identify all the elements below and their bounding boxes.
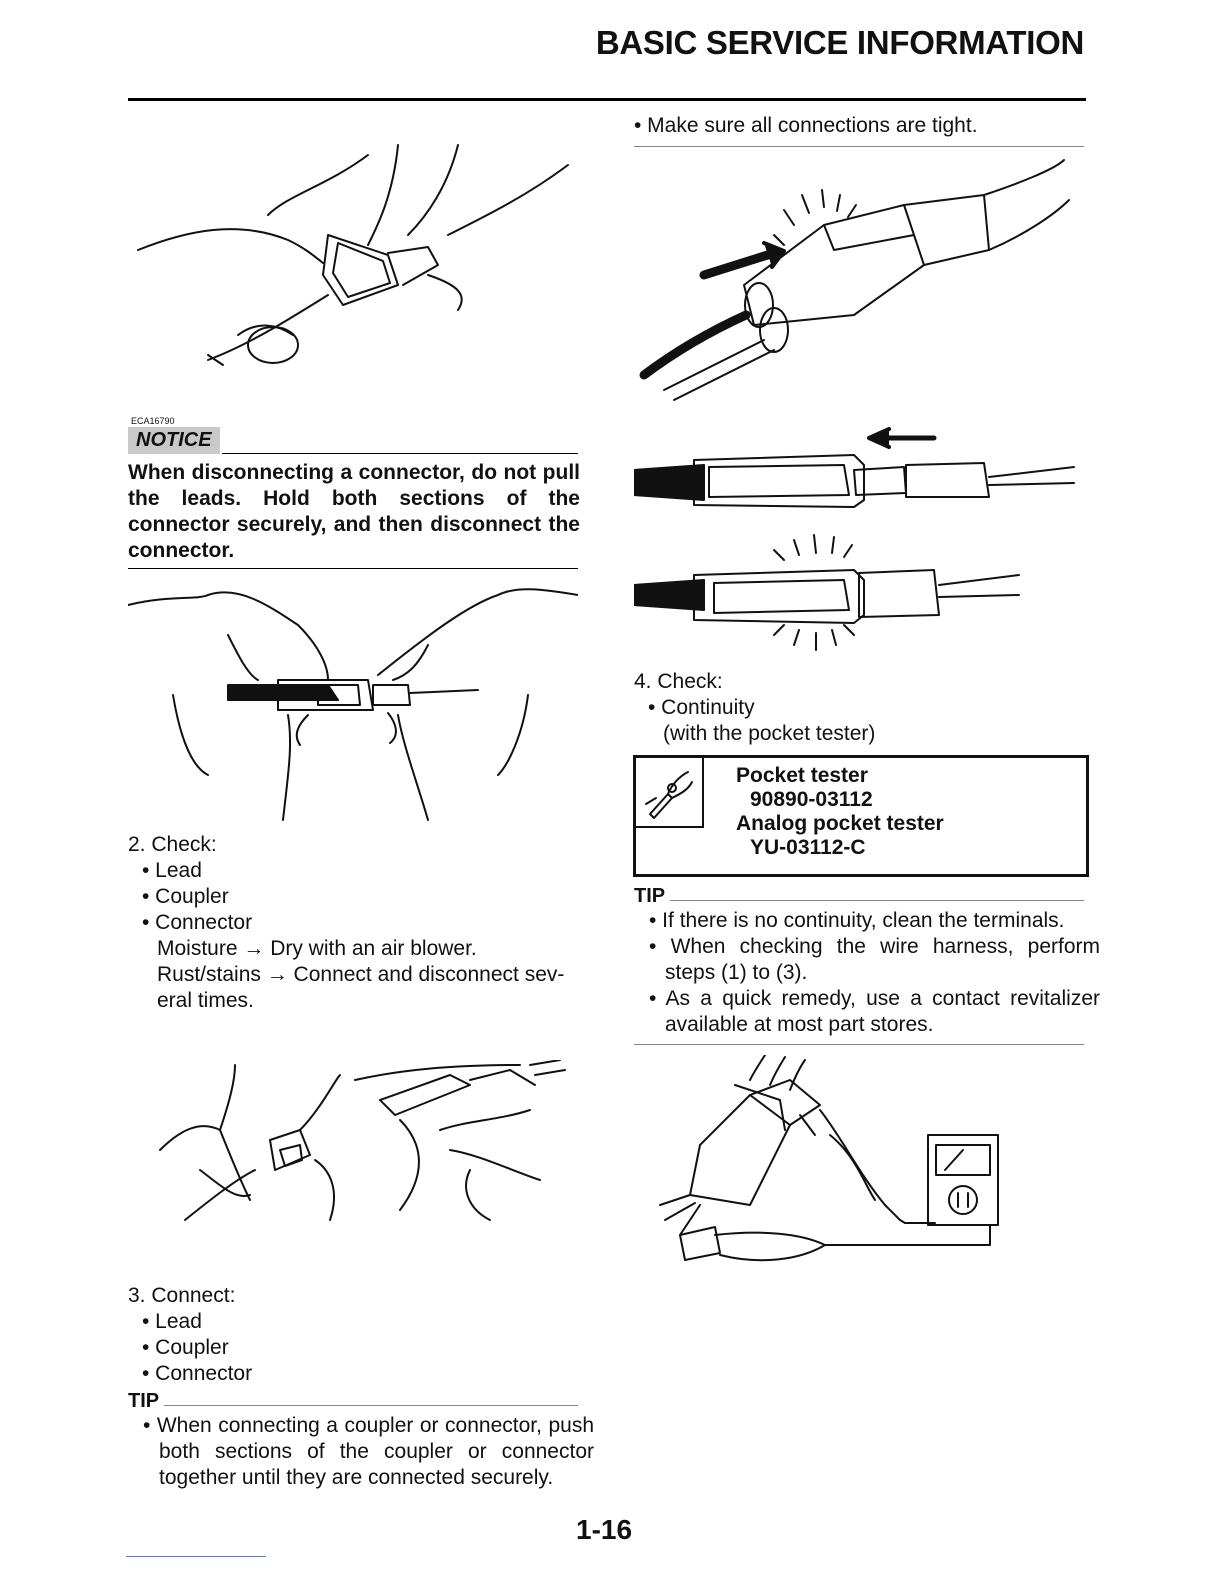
step3-item-lead: • Lead <box>142 1310 202 1333</box>
step2-item-coupler: • Coupler <box>142 885 229 908</box>
right-tip-1: • If there is no continuity, clean the terminals. <box>649 909 1065 932</box>
page-number: 1-16 <box>576 1514 633 1545</box>
notice-rule-top <box>222 453 578 454</box>
step2-moisture: Moisture → Dry with an air blower. <box>157 937 477 960</box>
notice-rule-bottom <box>128 568 578 569</box>
illustration-disconnect-hand <box>128 135 578 375</box>
footer-link-line[interactable] <box>126 1556 266 1557</box>
step4-item-continuity: • Continuity <box>648 696 755 719</box>
tool-name-2: Analog pocket tester <box>736 812 944 835</box>
illustration-pocket-tester <box>640 1055 1020 1285</box>
special-tool-box <box>633 755 1089 877</box>
notice-code: ECA16790 <box>131 416 175 426</box>
notice-text: When disconnecting a connector, do not pull the leads. Hold both sections of the connector securely, and then disconnect the connector. <box>128 461 580 562</box>
step2-item-connector: • Connector <box>142 911 253 934</box>
step2-rust: Rust/stains → Connect and disconnect sev- <box>157 963 565 986</box>
right-tip-rule-bottom <box>634 1044 1084 1045</box>
illustration-two-hands-connector <box>128 585 578 825</box>
tool-name-1: Pocket tester <box>736 764 868 787</box>
right-tip-label: TIP <box>634 885 666 907</box>
illustration-coupler-connect <box>634 155 1084 405</box>
tool-icon-frame <box>636 758 704 828</box>
step2-item-lead: • Lead <box>142 859 202 882</box>
step4-heading: 4. Check: <box>634 670 723 693</box>
right-tip-rule <box>670 900 1084 901</box>
tool-code-2: YU-03112-C <box>750 836 866 859</box>
step3-item-connector: • Connector <box>142 1362 253 1385</box>
right-tip-2: • When checking the wire harness, perform steps (1) to (3). <box>649 935 1100 984</box>
step2-heading: 2. Check: <box>128 833 217 856</box>
step3-tip-rule <box>164 1405 578 1406</box>
step3-tip-label: TIP <box>128 1390 160 1412</box>
illustration-terminal-connect <box>634 425 1084 655</box>
notice-label: NOTICE <box>128 427 220 454</box>
header-rule <box>128 98 1086 101</box>
intro-text: • Make sure all connections are tight. <box>634 114 978 137</box>
pliers-tool-icon <box>642 764 696 820</box>
tool-code-1: 90890-03112 <box>750 788 873 811</box>
step3-heading: 3. Connect: <box>128 1284 236 1307</box>
step3-item-coupler: • Coupler <box>142 1336 229 1359</box>
step3-tip-text: • When connecting a coupler or connector, push both sections of the coupler or connector together until they are connected securely. <box>143 1414 594 1489</box>
tool-text <box>736 764 944 860</box>
step4-sub: (with the pocket tester) <box>663 722 876 745</box>
illustration-coupler-cleaning <box>140 1060 570 1230</box>
intro-rule <box>634 146 1084 147</box>
page-title: BASIC SERVICE INFORMATION <box>595 24 1084 61</box>
step2-rust-cont: eral times. <box>157 989 254 1012</box>
right-tip-3: • As a quick remedy, use a contact revitalizer available at most part stores. <box>649 987 1100 1036</box>
